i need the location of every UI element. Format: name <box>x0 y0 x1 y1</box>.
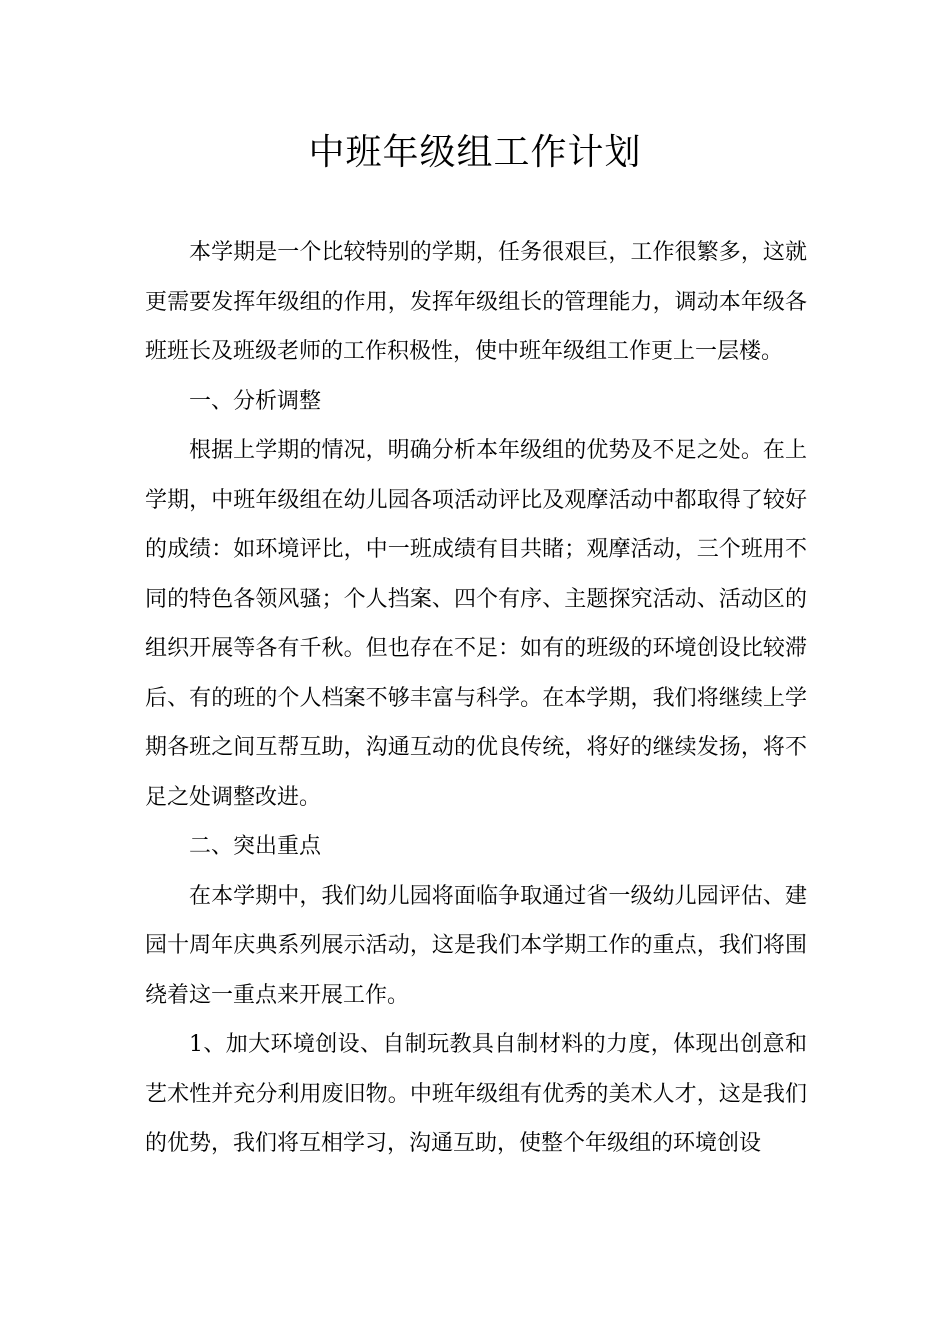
intro-paragraph: 本学期是一个比较特别的学期，任务很艰巨，工作很繁多，这就更需要发挥年级组的作用，发挥年级组长的管理能力，调动本年级各班班长及班级老师的工作积极性，使中班年级组工作更上一层楼。 <box>145 240 807 364</box>
section-heading-focus: 二、突出重点 <box>189 834 322 859</box>
document-body <box>145 228 807 1169</box>
focus-paragraph: 在本学期中，我们幼儿园将面临争取通过省一级幼儿园评估、建园十周年庆典系列展示活动，这是我们本学期工作的重点，我们将围绕着这一重点来开展工作。 <box>145 883 807 1008</box>
focus-item-1-paragraph: 1、加大环境创设、自制玩教具自制材料的力度，体现出创意和艺术性并充分利用废旧物。中班年级组有优秀的美术人才，这是我们的优势，我们将互相学习，沟通互助，使整个年级组的环境创设 <box>145 1032 807 1156</box>
analysis-paragraph: 根据上学期的情况，明确分析本年级组的优势及不足之处。在上学期，中班年级组在幼儿园各项活动评比及观摩活动中都取得了较好的成绩：如环境评比，中一班成绩有目共睹；观摩活动，三个班用不同的特色各领风骚；个人挡案、四个有序、主题探究活动、活动区的组织开展等各有千秋。但也存在不足：如有的班级的环境创设比较滞后、有的班的个人档案不够丰富与科学。在本学期，我们将继续上学期各班之间互帮互助，沟通互动的优良传统，将好的继续发扬，将不足之处调整改进。 <box>145 438 807 810</box>
section-heading-analysis: 一、分析调整 <box>189 388 322 414</box>
document-title: 中班年级组工作计划 <box>308 132 642 173</box>
